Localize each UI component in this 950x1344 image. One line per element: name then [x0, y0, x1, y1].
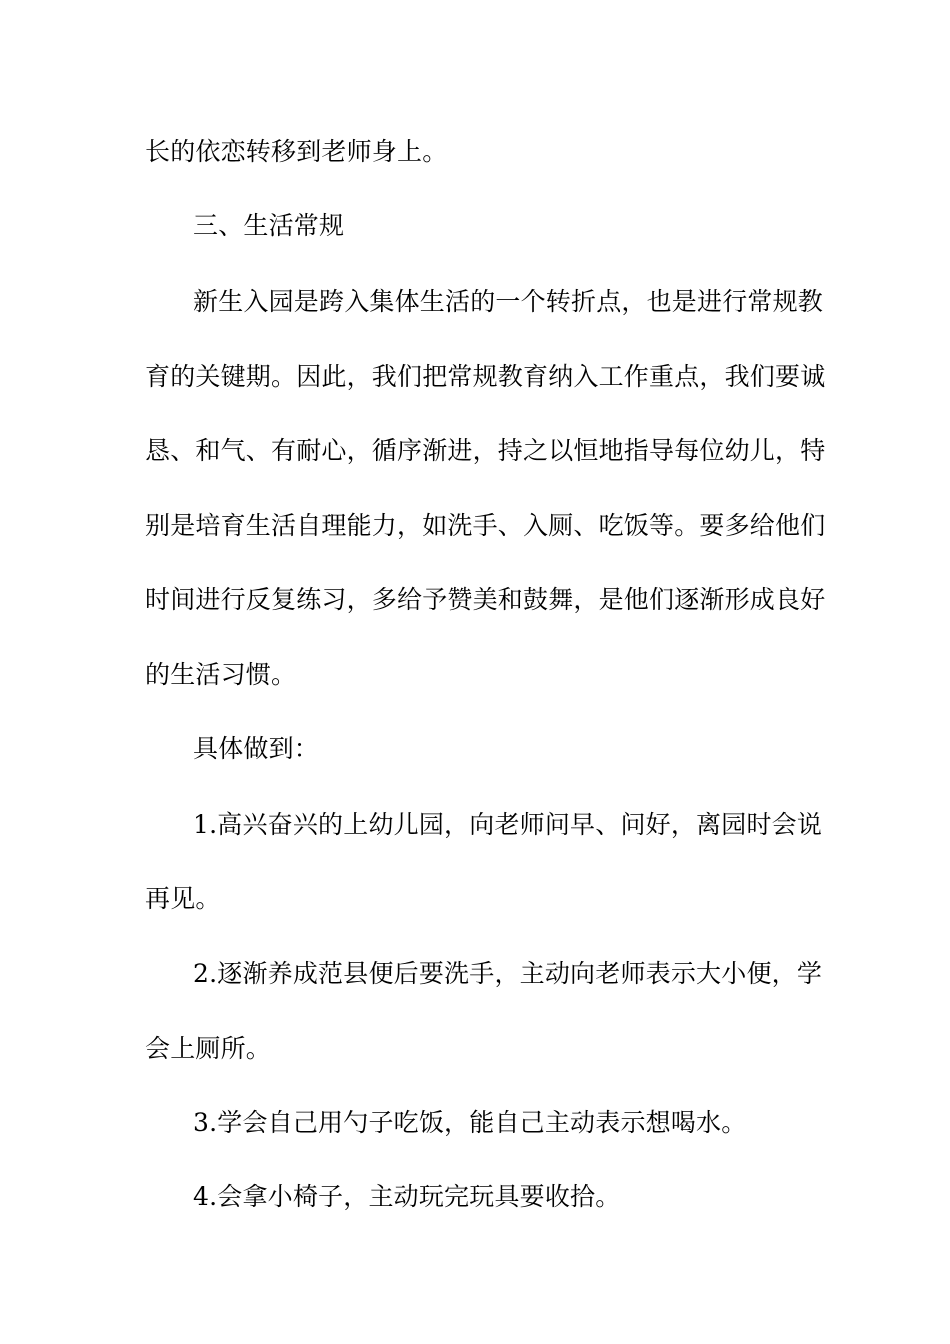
list-item-line: 2.逐渐养成范县便后要洗手，主动向老师表示大小便，学 — [193, 959, 823, 988]
list-item-line: 再见。 — [145, 884, 221, 913]
paragraph-line: 恳、和气、有耐心，循序渐进，持之以恒地指导每位幼儿，特 — [145, 436, 826, 465]
list-item-line: 1.高兴奋兴的上幼儿园，向老师问早、问好，离园时会说 — [193, 810, 823, 839]
list-item-line: 会上厕所。 — [145, 1034, 272, 1063]
list-item-line: 4.会拿小椅子，主动玩完玩具要收拾。 — [193, 1182, 621, 1211]
section-heading: 三、生活常规 — [193, 211, 345, 240]
paragraph-line: 新生入园是跨入集体生活的一个转折点，也是进行常规教 — [193, 287, 824, 316]
paragraph-line: 长的依恋转移到老师身上。 — [145, 137, 448, 166]
list-intro: 具体做到： — [193, 734, 320, 763]
paragraph-line: 育的关键期。因此，我们把常规教育纳入工作重点，我们要诚 — [145, 362, 826, 391]
list-item-line: 3.学会自己用勺子吃饭，能自己主动表示想喝水。 — [193, 1108, 747, 1137]
paragraph-line: 时间进行反复练习，多给予赞美和鼓舞，是他们逐渐形成良好 — [145, 585, 826, 614]
paragraph-line: 的生活习惯。 — [145, 660, 297, 689]
paragraph-line: 别是培育生活自理能力，如洗手、入厕、吃饭等。要多给他们 — [145, 511, 826, 540]
